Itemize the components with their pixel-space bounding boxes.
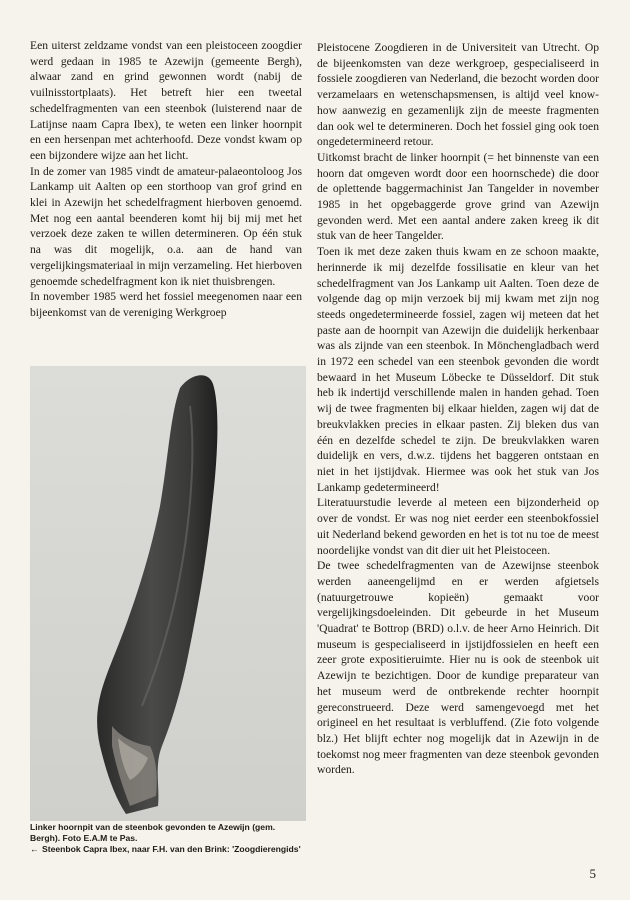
paragraph: In november 1985 werd het fossiel meegenomen naar een bijeenkomst van de vereniging Werkgroep (30, 290, 302, 319)
arrow-left-icon: ← (30, 844, 39, 854)
paragraph: Uitkomst bracht de linker hoornpit (= het binnenste van een hoorn dat omgeven wordt door een hoornschede) die door de oplettende baggermachinist Jan Tangelder in november 1985 in het opgebaggerde grove grind van Azewijn gevonden werd. Met een aantal andere zaken kreeg ik dit stuk van de heer Tangelder. (317, 150, 599, 243)
horn-core-photo (30, 366, 306, 821)
paragraph: Pleistocene Zoogdieren in de Universiteit van Utrecht. Op de bijeenkomsten van deze werkgroep, gespecialiseerd in fossiele zoogdieren van Nederland, die bezocht worden door verzamelaars en wetenschapsmensen, is altijd veel know-how aanwezig en gezamenlijk zijn de meeste fragmenten dan ook wel te determineren. Doch het fossiel ging ook toen ongedetermineerd retour. (317, 41, 599, 149)
left-column (30, 38, 302, 321)
photo-caption (30, 822, 304, 855)
right-column (317, 40, 599, 778)
caption-line-1: Linker hoornpit van de steenbok gevonden te Azewijn (gem. Bergh). Foto E.A.M te Pas. (30, 822, 276, 843)
paragraph: Een uiterst zeldzame vondst van een pleistoceen zoogdier werd gedaan in 1985 te Azewijn (gemeente Bergh), alwaar zand en grind gewonnen wordt (nabij de vuilnisstortplaats). Het betreft hier een tweetal schedelfragmenten van een steenbok (luisterend naar de Latijnse naam Capra Ibex), te weten een linker hoornpit en een hersenpan met achterhoofd. Deze vondst kwam op een bijzondere wijze aan het licht. (30, 39, 302, 162)
paragraph: Literatuurstudie leverde al meteen een bijzonderheid op over de vondst. Er was nog niet eerder een steenbokfossiel uit Nederland bekend geworden en het is tot nu toe de meest noordelijke vondst van dit dier uit het Pleistoceen. (317, 496, 599, 557)
caption-line-2-text: Steenbok Capra Ibex, naar F.H. van den Brink: 'Zoogdierengids' (42, 844, 301, 854)
page-number: 5 (589, 866, 596, 881)
paragraph: In de zomer van 1985 vindt de amateur-palaeontoloog Jos Lankamp uit Aalten op een storthoop van grof grind en klei in Azewijn het schedelfragment hierboven genoemd. Met nog een aantal beenderen komt hij bij mij met het verzoek deze zaken te willen determineren. Op één stuk na was dit mogelijk, o.a. aan de hand van vergelijkingsmateriaal in mijn verzameling. Het hierboven genoemde schedelfragment kon ik niet thuisbrengen. (30, 164, 302, 288)
paragraph: De twee schedelfragmenten van de Azewijnse steenbok werden aaneengelijmd en er werden afgietsels (natuurgetrouwe kopieën) gemaakt voor vergelijkingsdoeleinden. Dit gebeurde in het Museum 'Quadrat' te Bottrop (BRD) o.l.v. de heer Arno Heinrich. Dit museum is gespecialiseerd in ijstijdfossielen en heeft een zeer grote expositieruimte. Hier nu is ook de steenbok uit Azewijn te bezichtigen. Door de kundige preparateur van het museum werd de ontbrekende rechter hoornpit gereconstrueerd. Deze werd samengevoegd met het origineel en het resultaat is verbluffend. (Zie foto volgende blz.) Het blijft echter nog mogelijk dat in Azewijn in de toekomst nog meer fragmenten van deze steenbok gevonden worden. (317, 559, 599, 777)
horn-core-image (30, 366, 306, 821)
paragraph: Toen ik met deze zaken thuis kwam en ze schoon maakte, herinnerde ik mij dezelfde fossilisatie en kleur van het schedelfragment van Jos Lankamp uit Aalten. Toen deze de volgende dag op mijn verzoek bij mij kwam met zijn nog steeds ongedetermineerde fossiel, zagen wij meteen dat het paste aan de hoornpit van Azewijn die duidelijk herkenbaar was als zijnde van een steenbok. In Mönchengladbach werd in 1972 een schedel van een steenbok gevonden die wordt bewaard in het Museum Löbecke te Düsseldorf. Dit stuk heb ik indertijd verschillende malen in handen gehad. Toen wij de twee fragmenten bij elkaar hielden, zagen wij dat de breukvlakken precies in elkaar pasten. Zij bleken dus van één en dezelfde schedel te zijn. De breukvlakken waren duidelijk en vers, d.w.z. tijdens het baggeren ontstaan en niet in het ijstijdvak. Hiermee was ook het stuk van Jos Lankamp gedetermineerd! (317, 245, 599, 494)
caption-line-2 (30, 844, 304, 855)
